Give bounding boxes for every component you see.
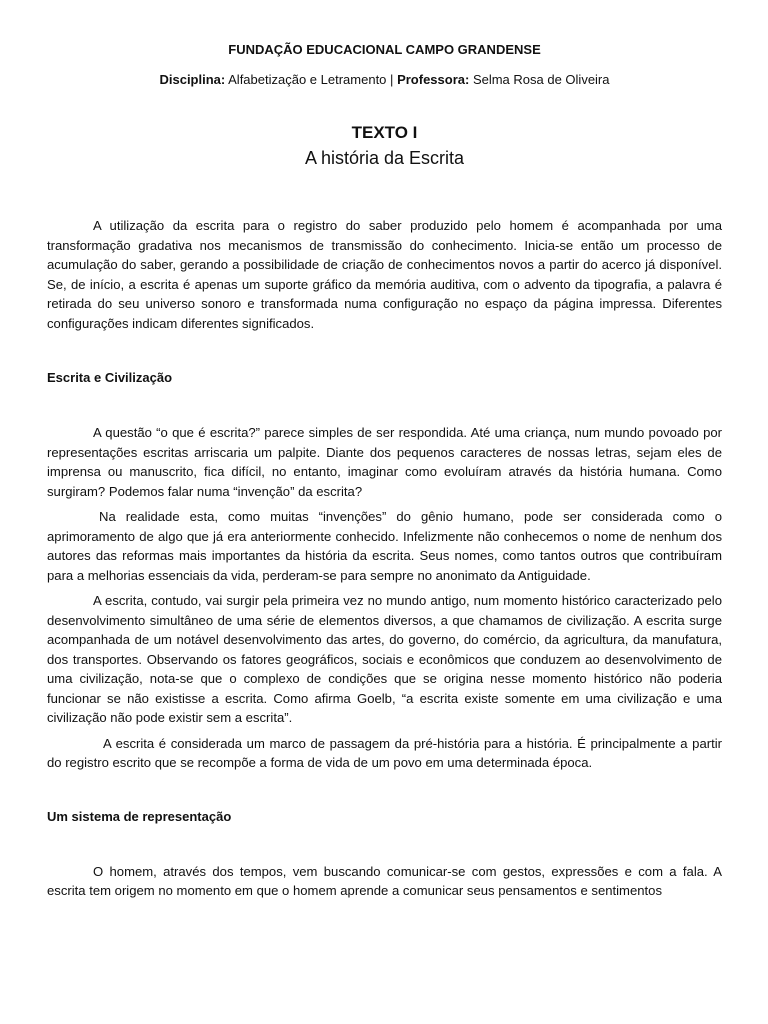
institution-name: FUNDAÇÃO EDUCACIONAL CAMPO GRANDENSE (228, 42, 541, 57)
professor-label: Professora: (397, 72, 470, 87)
discipline-value: Alfabetização e Letramento (228, 72, 387, 87)
body-paragraph: A questão “o que é escrita?” parece simples de ser respondida. Até uma criança, num mundo povoado por representações escritas arriscaria um palpite. Diante dos pequenos caracteres de nossas letras, sejam eles de imprensa ou manuscrito, fica difícil, no entanto, imaginar como evoluíram através da história humana. Como surgiram? Podemos falar numa “invenção” da escrita? (47, 425, 722, 499)
body-paragraph: A escrita, contudo, vai surgir pela primeira vez no mundo antigo, num momento histórico caracterizado pelo desenvolvimento simultâneo de uma série de elementos diversos, a que chamamos de civilização. A escrita surge acompanhada de um notável desenvolvimento das artes, do governo, do comércio, da agricultura, da manufatura, dos transportes. Observando os fatores geográficos, sociais e econômicos que conduzem ao desenvolvimento de uma civilização, nota-se que o complexo de condições que se origina nesse momento histórico não poderia funcionar se não existisse a escrita. Como afirma Goelb, “a escrita existe somente em uma civilização e uma civilização não pode existir sem a escrita”. (47, 593, 722, 725)
separator: | (390, 72, 394, 87)
course-info-line (47, 72, 722, 88)
body-paragraph: O homem, através dos tempos, vem buscando comunicar-se com gestos, expressões e com a fala. A escrita tem origem no momento em que o homem aprende a comunicar seus pensamentos e sentimentos (47, 863, 722, 898)
body-paragraph: A escrita é considerada um marco de passagem da pré-história para a história. É principalmente a partir do registro escrito que se recompõe a forma de vida de um povo em uma determinada época. (47, 735, 722, 770)
body-paragraph: Na realidade esta, como muitas “invenções” do gênio humano, pode ser considerada como o aprimoramento de algo que já era anteriormente conhecido. Infelizmente não conhecemos o nome de nenhum dos autores das reformas mais importantes da história da escrita. Seus nomes, como tantos outros que contribuíram para a melhorias essenciais da vida, perderam-se para sempre no anonimato da Antiguidade. (47, 509, 722, 583)
document-title: TEXTO I (351, 123, 418, 142)
document-subtitle: A história da Escrita (304, 148, 465, 168)
professor-value: Selma Rosa de Oliveira (472, 72, 610, 87)
document-page (47, 38, 722, 901)
section-heading-escrita-civilizacao: Escrita e Civilização (47, 370, 173, 385)
section-heading-sistema-representacao: Um sistema de representação (47, 808, 232, 824)
intro-paragraph: A utilização da escrita para o registro do saber produzido pelo homem é acompanhada por uma transformação gradativa nos mecanismos de transmissão do conhecimento. Inicia-se então um processo de acumulação do saber, gerando a possibilidade de criação de conhecimentos novos a partir do acerco já disponível. Se, de início, a escrita é apenas um suporte gráfico da memória auditiva, com o advento da tipografia, a palavra é retirada do seu universo sonoro e transformada numa configuração no espaço da página impressa. Diferentes configurações indicam diferentes significados. (47, 218, 722, 331)
discipline-label: Disciplina: (159, 72, 226, 87)
